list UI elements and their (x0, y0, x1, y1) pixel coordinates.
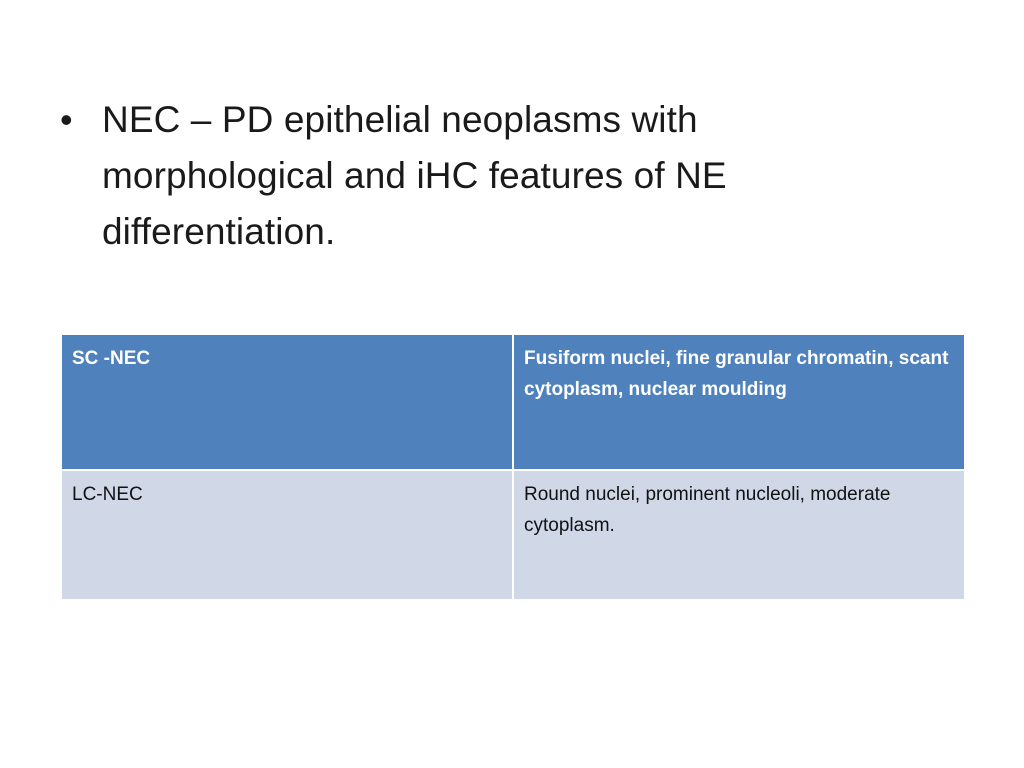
comparison-table-container (60, 333, 964, 601)
table-cell-description: Round nuclei, prominent nucleoli, moderate cytoplasm. (513, 470, 965, 600)
bullet-text: NEC – PD epithelial neoplasms with morphological and iHC features of NE differentiation. (102, 99, 727, 252)
table-cell-label: SC -NEC (61, 334, 513, 470)
table-row-sc-nec (61, 334, 965, 470)
bullet-dot-icon: • (60, 99, 73, 140)
bullet-item (58, 92, 938, 260)
comparison-table (60, 333, 966, 601)
table-cell-label: LC-NEC (61, 470, 513, 600)
bullet-list (58, 92, 938, 260)
table-row-lc-nec (61, 470, 965, 600)
table-cell-description: Fusiform nuclei, fine granular chromatin, scant cytoplasm, nuclear moulding (513, 334, 965, 470)
